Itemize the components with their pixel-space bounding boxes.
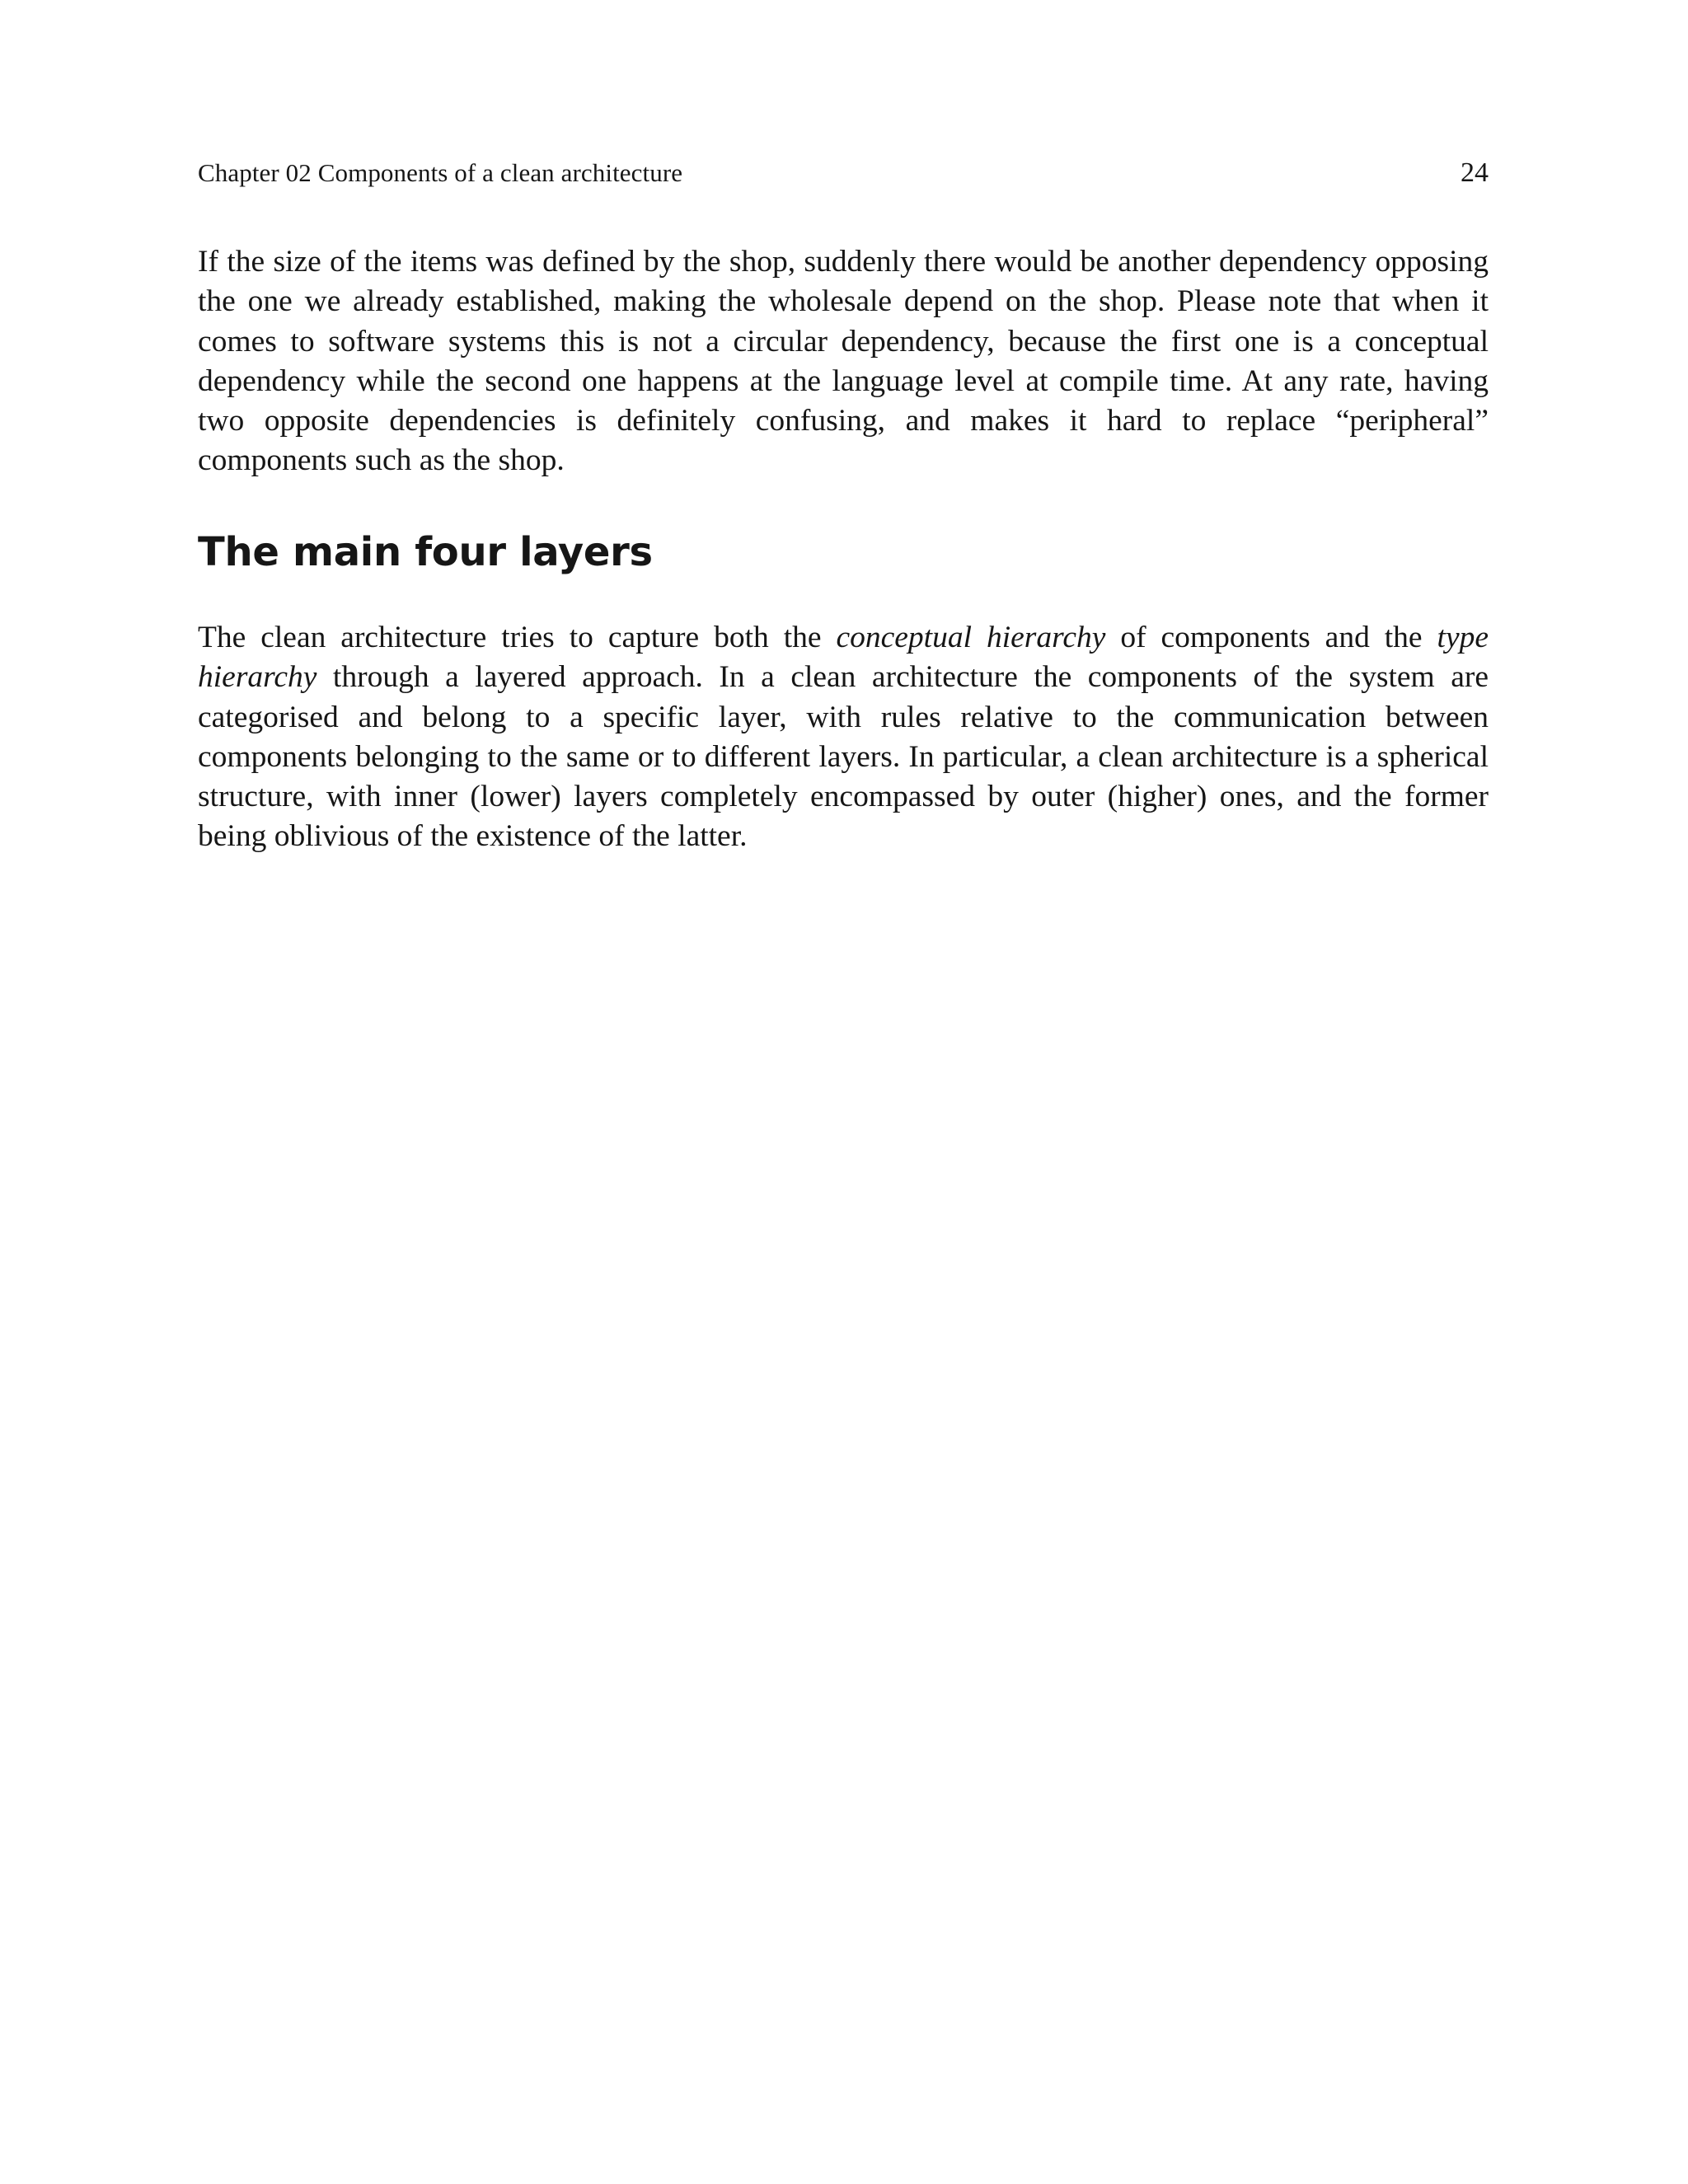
section-paragraph [198,618,1489,857]
page-number: 24 [1461,157,1489,188]
emphasis-type-hierarchy: type hierarchy [198,621,1489,695]
emphasis-conceptual-hierarchy: conceptual hierarchy [836,621,1106,654]
body-paragraph: If the size of the items was defined by the shop, suddenly there would be another dependency opposing the one we already established, making the wholesale depend on the shop. Please note that when it comes to software systems this is not a circular dependency, because the first one is a conceptual dependency while the second one happens at the language level at compile time. At any rate, having two opposite dependencies is definitely confusing, and makes it hard to replace “peripheral” components such as the shop. [198,245,1489,478]
section-heading: The main four layers [198,529,653,575]
running-header [198,155,1489,191]
paragraph-text: through a layered approach. In a clean architecture the components of the system are categorised and belong to a specific layer, with rules relative to the communication between components belonging to the same or to different layers. In particular, a clean architecture is a spherical structure, with inner (lower) layers completely encompassed by outer (higher) ones, and the former being oblivious of the existence of the latter. [198,660,1489,854]
paragraph-text: of components and the [1105,621,1437,654]
chapter-title: Chapter 02 Components of a clean architecture [198,158,683,187]
paragraph-text: The clean architecture tries to capture both the [198,621,837,654]
